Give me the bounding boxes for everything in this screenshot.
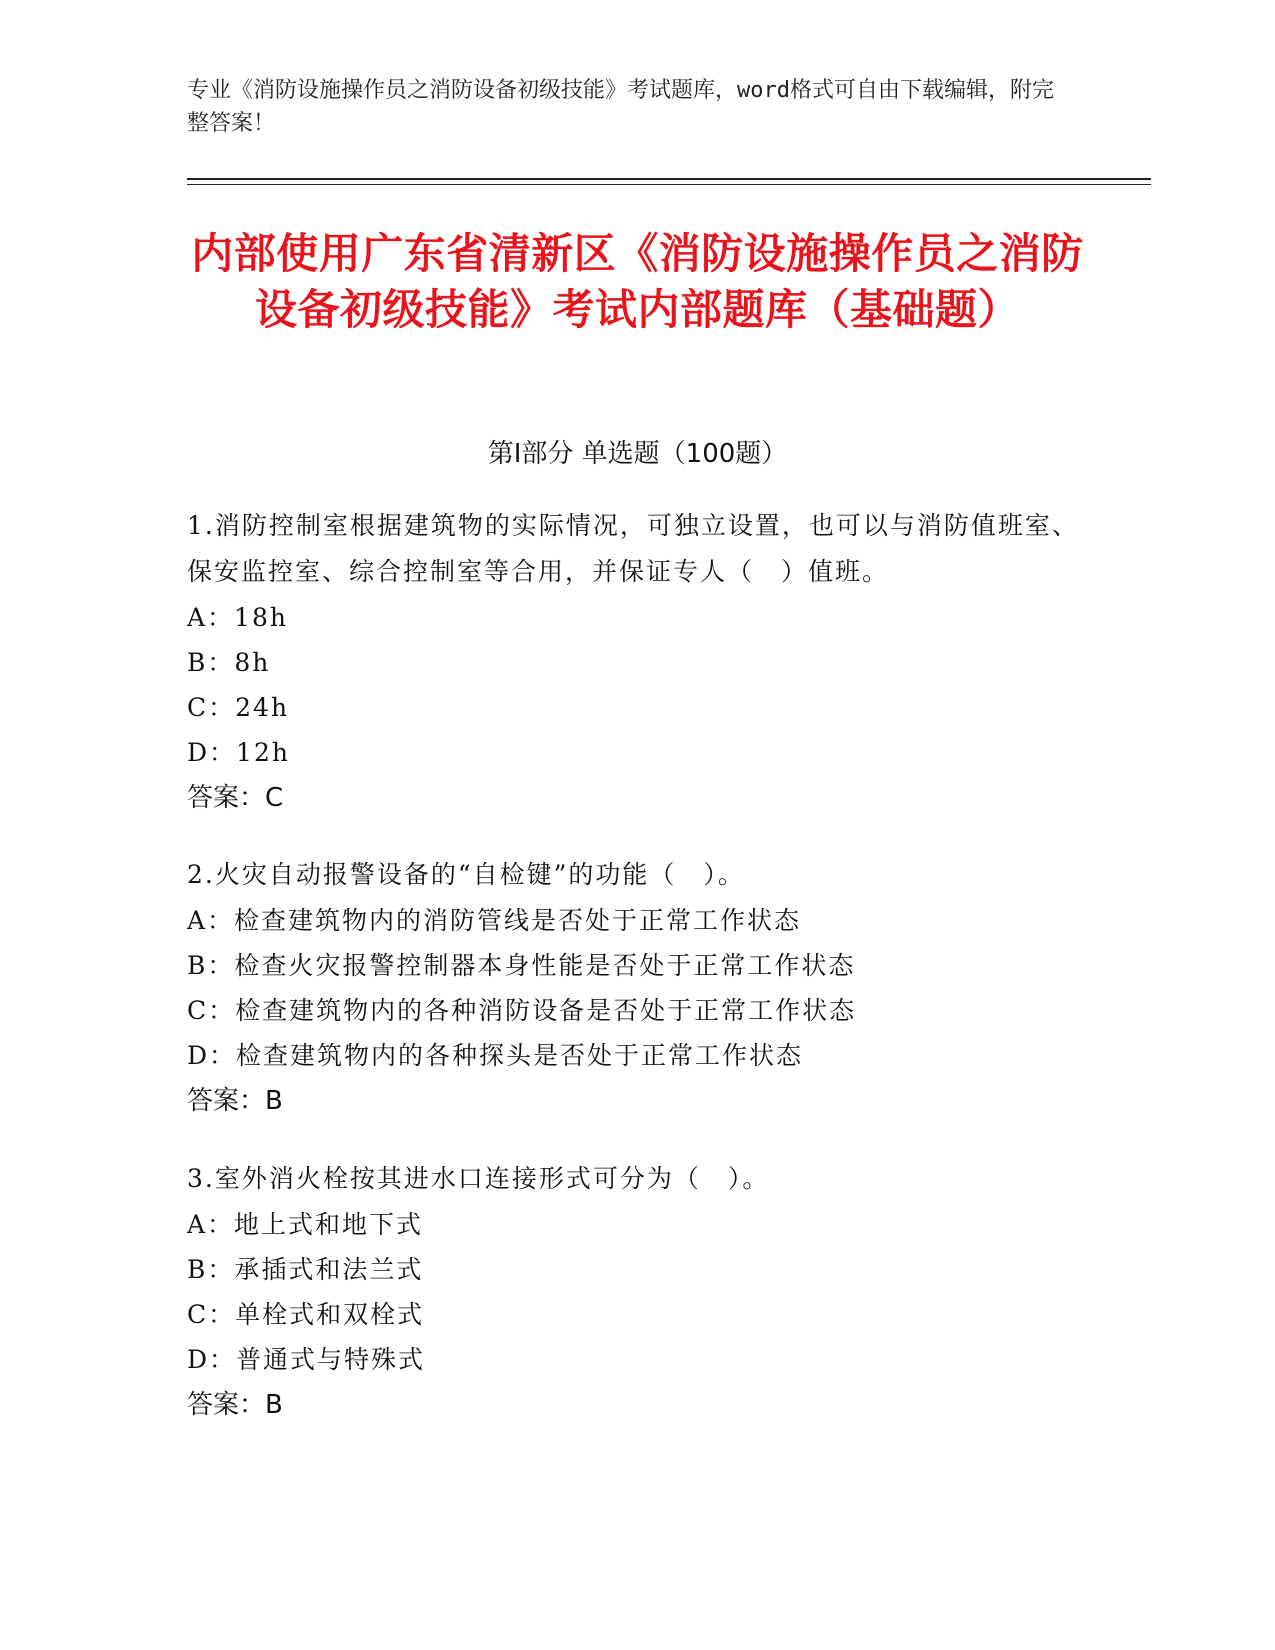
question-2 bbox=[187, 852, 1087, 1124]
question-1 bbox=[187, 503, 1087, 821]
option-b: B：检查火灾报警控制器本身性能是否处于正常工作状态 bbox=[187, 951, 856, 980]
question-stem: 3.室外消火栓按其进水口连接形式可分为（ ）。 bbox=[187, 1164, 770, 1193]
question-stem: 2.火灾自动报警设备的“自检键”的功能（ ）。 bbox=[187, 860, 745, 889]
answer: 答案：B bbox=[187, 1390, 283, 1420]
option-c: C：检查建筑物内的各种消防设备是否处于正常工作状态 bbox=[187, 996, 857, 1025]
header-rule-thin bbox=[187, 184, 1151, 185]
section-heading: 第Ⅰ部分 单选题（100题） bbox=[487, 439, 788, 469]
header-note: 专业《消防设施操作员之消防设备初级技能》考试题库，word格式可自由下载编辑，附完整答案！ bbox=[187, 78, 1054, 136]
answer: 答案：B bbox=[187, 1086, 283, 1116]
option-a: A：检查建筑物内的消防管线是否处于正常工作状态 bbox=[187, 906, 802, 935]
answer: 答案：C bbox=[187, 783, 284, 813]
option-c: C：24h bbox=[187, 693, 290, 722]
option-a: A：18h bbox=[187, 603, 288, 632]
option-c: C：单栓式和双栓式 bbox=[187, 1300, 425, 1329]
option-b: B：8h bbox=[187, 648, 271, 677]
document-title: 内部使用广东省清新区《消防设施操作员之消防设备初级技能》考试内部题库（基础题） bbox=[191, 229, 1084, 334]
option-b: B：承插式和法兰式 bbox=[187, 1255, 424, 1284]
option-d: D：检查建筑物内的各种探头是否处于正常工作状态 bbox=[187, 1041, 804, 1070]
question-3 bbox=[187, 1156, 1087, 1428]
option-d: D：12h bbox=[187, 738, 290, 767]
option-d: D：普通式与特殊式 bbox=[187, 1345, 426, 1374]
header-rule-thick bbox=[187, 178, 1151, 180]
option-a: A：地上式和地下式 bbox=[187, 1210, 424, 1239]
question-stem: 1.消防控制室根据建筑物的实际情况，可独立设置，也可以与消防值班室、保安监控室、综合控制室等合用，并保证专人（ ）值班。 bbox=[187, 511, 1079, 586]
